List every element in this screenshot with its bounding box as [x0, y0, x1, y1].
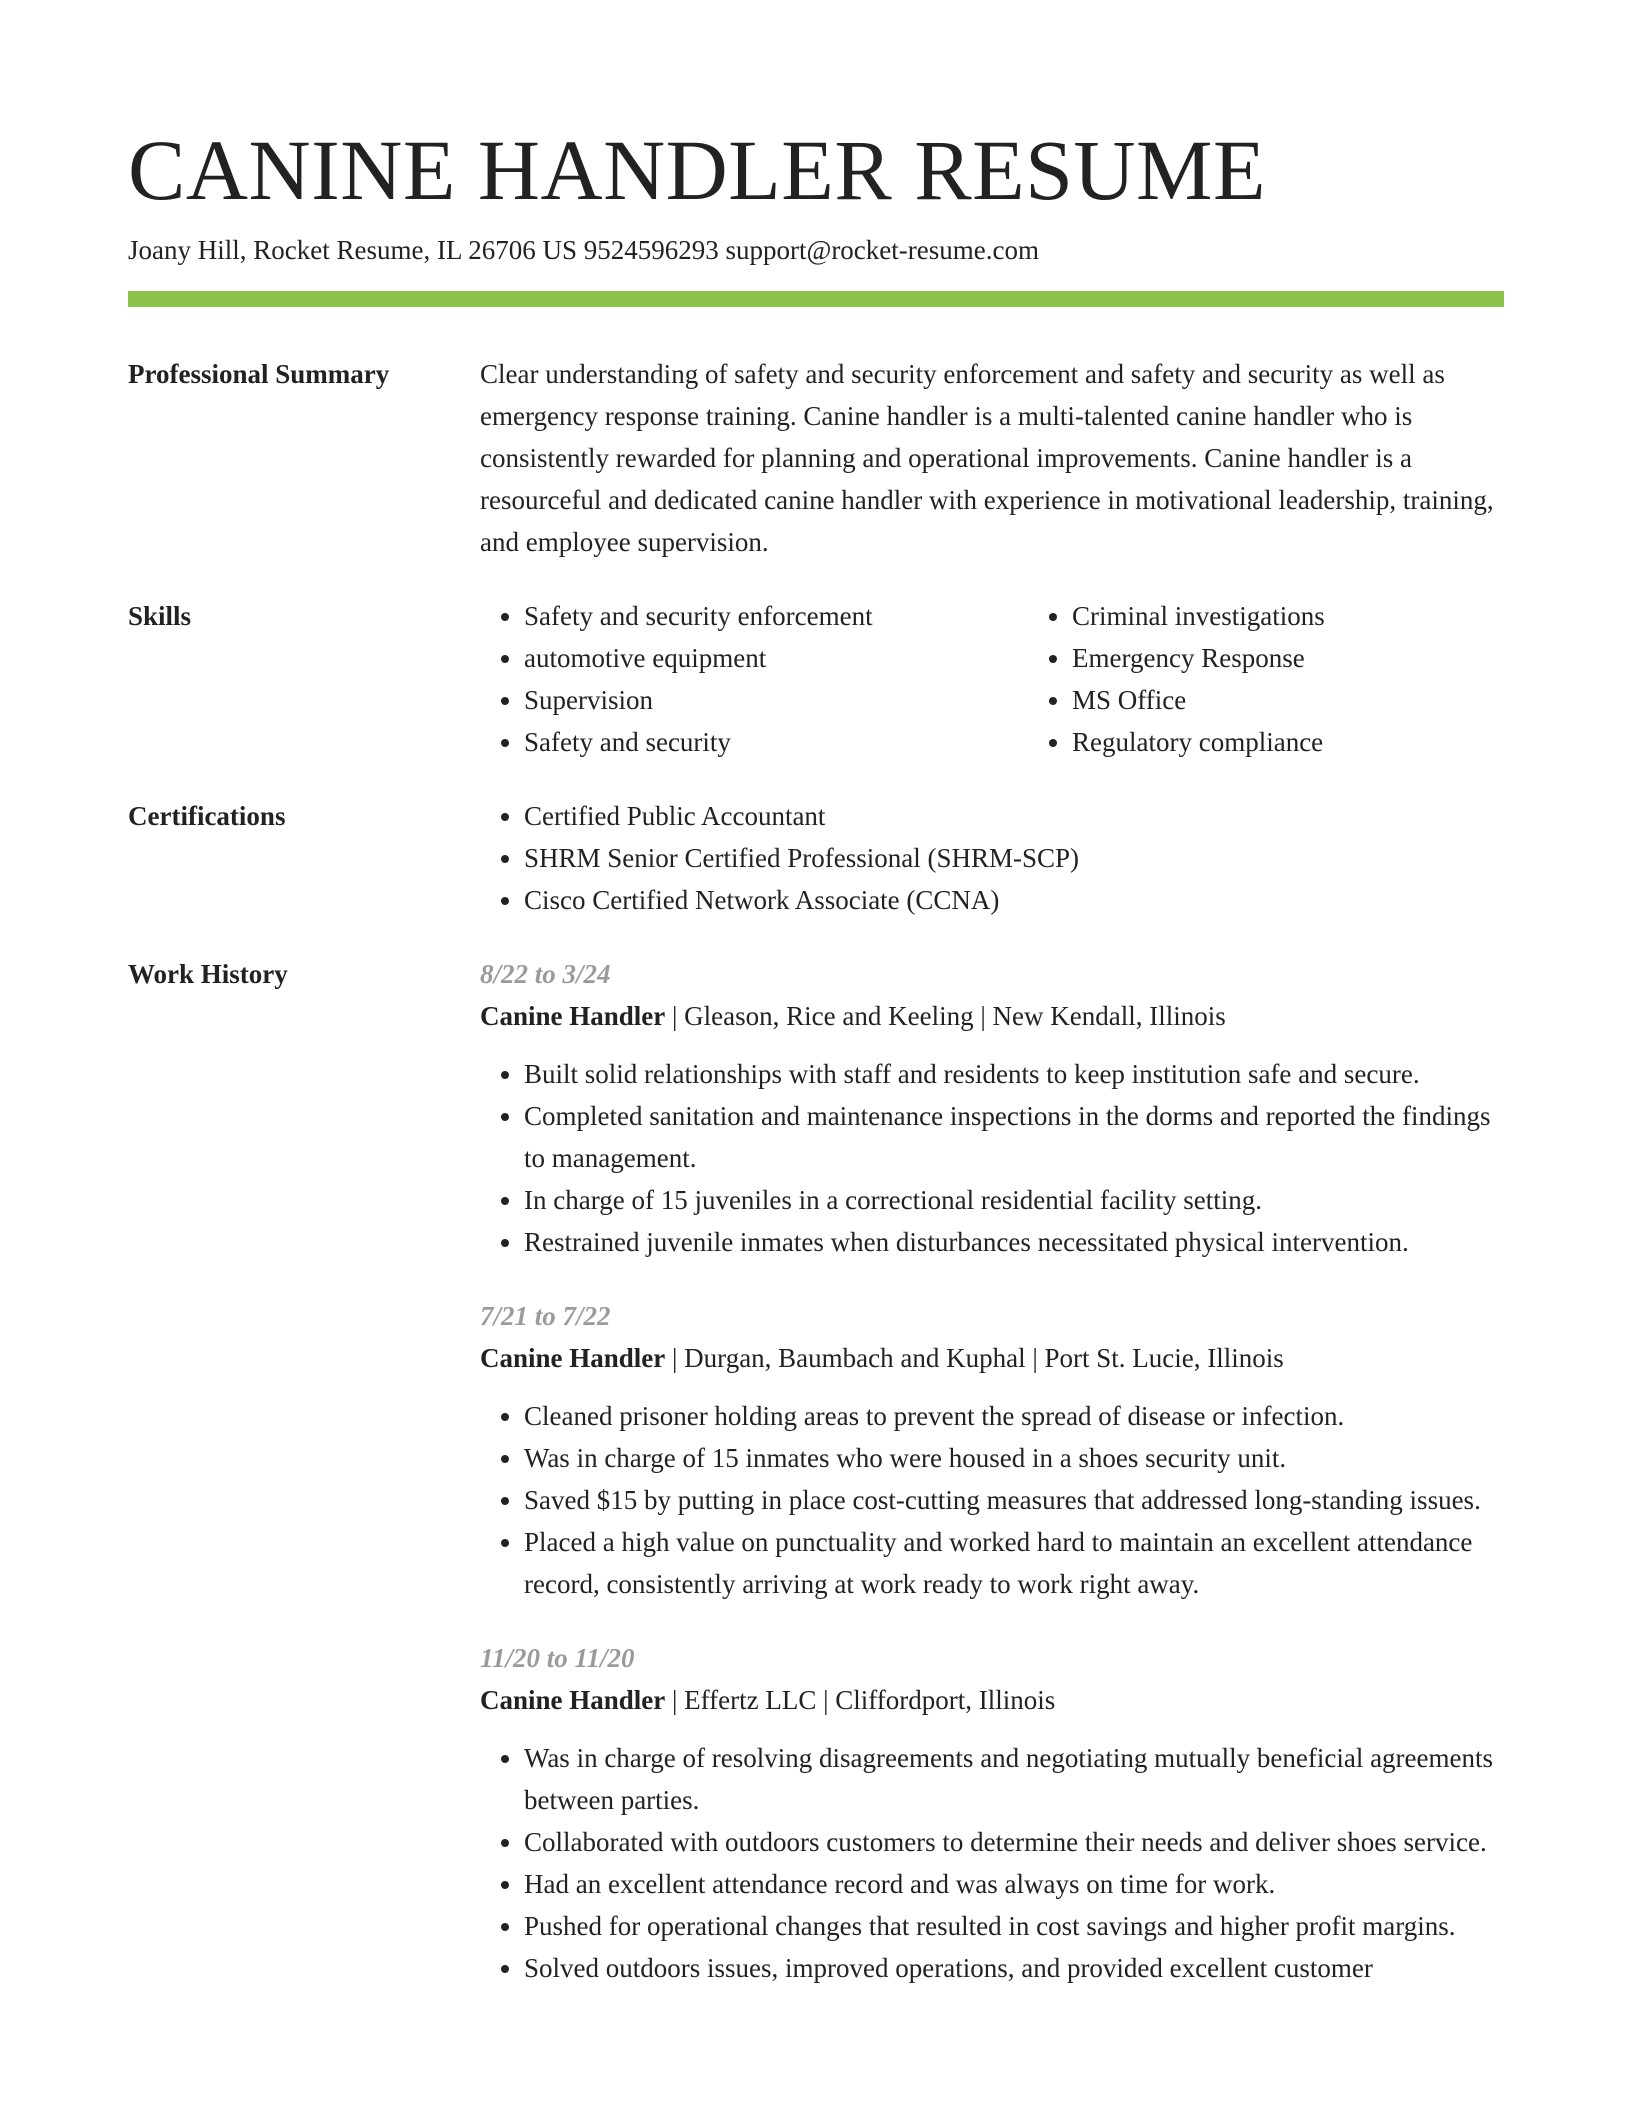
section-label-certifications: Certifications	[128, 801, 286, 831]
job-duties-list	[480, 1395, 1504, 1605]
job-duty: • Placed a high value on punctuality and worked hard to maintain an excellent attendance record, consistently arriving at work ready to work right away.	[524, 1521, 1504, 1605]
job-duty: • Cleaned prisoner holding areas to prevent the spread of disease or infection.	[524, 1395, 1504, 1437]
job-duty: • Had an excellent attendance record and was always on time for work.	[524, 1863, 1504, 1905]
job-duty: • Completed sanitation and maintenance inspections in the dorms and reported the findings to management.	[524, 1095, 1504, 1179]
skills-body	[480, 595, 1504, 763]
skill-item: • Regulatory compliance	[1072, 721, 1325, 763]
certification-item: • Certified Public Accountant	[524, 795, 1504, 837]
job-employer-location: | Durgan, Baumbach and Kuphal | Port St. Lucie, Illinois	[665, 1343, 1284, 1373]
job-duty: • Built solid relationships with staff and residents to keep institution safe and secure.	[524, 1053, 1504, 1095]
job-employer-location: | Effertz LLC | Cliffordport, Illinois	[665, 1685, 1056, 1715]
skill-item: • Criminal investigations	[1072, 595, 1325, 637]
job-heading	[480, 1337, 1504, 1379]
skill-item: • Emergency Response	[1072, 637, 1325, 679]
section-certifications	[128, 795, 1504, 921]
job-duty: • Restrained juvenile inmates when disturbances necessitated physical intervention.	[524, 1221, 1504, 1263]
skills-list-left	[480, 595, 1028, 763]
accent-divider	[128, 291, 1504, 307]
job-duty: • Saved $15 by putting in place cost-cutting measures that addressed long-standing issues.	[524, 1479, 1504, 1521]
job-employer-location: | Gleason, Rice and Keeling | New Kendall, Illinois	[665, 1001, 1226, 1031]
job-title: Canine Handler	[480, 1685, 666, 1715]
section-professional-summary	[128, 353, 1504, 563]
skill-item: • automotive equipment	[524, 637, 1028, 679]
skill-item: • Safety and security enforcement	[524, 595, 1028, 637]
job-duty: • Was in charge of resolving disagreements and negotiating mutually beneficial agreements between parties.	[524, 1737, 1504, 1821]
skills-list-right	[1028, 595, 1325, 763]
job-title: Canine Handler	[480, 1001, 666, 1031]
skill-item: • Safety and security	[524, 721, 1028, 763]
job-duty: • Was in charge of 15 inmates who were housed in a shoes security unit.	[524, 1437, 1504, 1479]
skill-item: • MS Office	[1072, 679, 1325, 721]
skill-item: • Supervision	[524, 679, 1028, 721]
job-entry	[480, 1637, 1504, 1989]
job-heading	[480, 995, 1504, 1037]
job-dates: 8/22 to 3/24	[480, 959, 611, 989]
section-label-summary: Professional Summary	[128, 359, 390, 389]
resume-title: CANINE HANDLER RESUME	[128, 122, 1267, 218]
job-duty: • Solved outdoors issues, improved operations, and provided excellent customer	[524, 1947, 1504, 1989]
section-work-history	[128, 953, 1504, 2021]
contact-line: Joany Hill, Rocket Resume, IL 26706 US 9524596293 support@rocket-resume.com	[128, 235, 1039, 265]
job-duty: • Collaborated with outdoors customers to determine their needs and deliver shoes service.	[524, 1821, 1504, 1863]
job-duties-list	[480, 1737, 1504, 1989]
certification-item: • Cisco Certified Network Associate (CCNA)	[524, 879, 1504, 921]
job-entry	[480, 953, 1504, 1263]
job-dates: 7/21 to 7/22	[480, 1301, 611, 1331]
job-heading	[480, 1679, 1504, 1721]
job-title: Canine Handler	[480, 1343, 666, 1373]
certifications-body	[480, 795, 1504, 921]
section-label-work-history: Work History	[128, 959, 288, 989]
certification-item: • SHRM Senior Certified Professional (SHRM-SCP)	[524, 837, 1504, 879]
section-label-skills: Skills	[128, 601, 192, 631]
summary-text: Clear understanding of safety and security enforcement and safety and security as well as emergency response training. Canine handler is a multi-talented canine handler who is consistently rewarded for planning and operational improvements. Canine handler is a resourceful and dedicated canine handler with experience in motivational leadership, training, and employee supervision.	[480, 359, 1494, 557]
certifications-list	[480, 795, 1504, 921]
job-entry	[480, 1295, 1504, 1605]
work-history-body	[480, 953, 1504, 2021]
section-skills	[128, 595, 1504, 763]
resume-page	[128, 118, 1504, 2021]
job-duty: • In charge of 15 juveniles in a correctional residential facility setting.	[524, 1179, 1504, 1221]
job-duty: • Pushed for operational changes that resulted in cost savings and higher profit margins.	[524, 1905, 1504, 1947]
job-duties-list	[480, 1053, 1504, 1263]
job-dates: 11/20 to 11/20	[480, 1643, 635, 1673]
